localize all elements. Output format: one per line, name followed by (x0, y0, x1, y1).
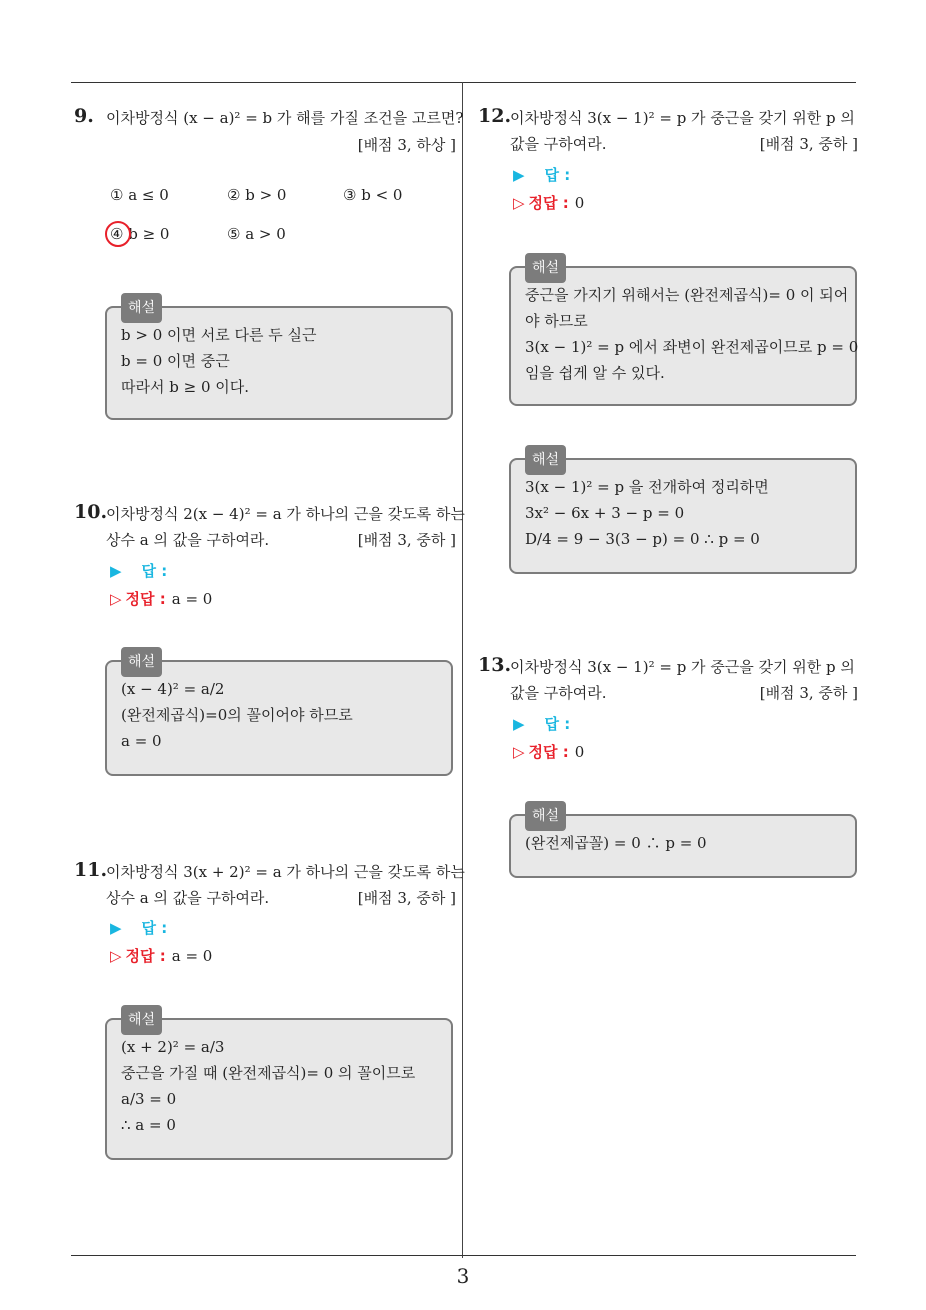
correct-label: 정답 : (125, 590, 166, 608)
explanation-tab: 해설 (525, 801, 566, 831)
correct-value: a = 0 (171, 590, 213, 608)
question-text: 상수 a 의 값을 구하여라. (106, 889, 270, 907)
explanation-line: (완전제곱꼴) = 0 ∴ p = 0 (525, 834, 707, 852)
explanation-line: (완전제곱식)=0의 꼴이어야 하므로 (121, 706, 353, 724)
explanation-box (509, 260, 859, 406)
question-number: 13. (478, 654, 512, 676)
answer-row[interactable] (110, 917, 167, 938)
question-10 (74, 501, 465, 562)
page-number: 3 (456, 1264, 470, 1288)
question-number: 10. (74, 501, 108, 523)
question-text: 값을 구하여라. (510, 135, 607, 153)
explanation-tab: 해설 (525, 253, 566, 283)
question-text: 이차방정식 3(x − 1)² = p 가 중근을 갖기 위한 p 의 (510, 109, 855, 127)
play-triangle-icon: ▶ (513, 166, 525, 184)
choice-5[interactable]: ⑤ a > 0 (227, 225, 286, 243)
correct-label: 정답 : (528, 194, 569, 212)
explanation-line: 따라서 b ≥ 0 이다. (121, 378, 250, 396)
explanation-box (105, 1012, 453, 1160)
answer-label: 답 : (544, 166, 571, 184)
correct-answer-row (110, 945, 212, 966)
choice-3[interactable]: ③ b < 0 (343, 186, 403, 204)
explanation-line: 3x² − 6x + 3 − p = 0 (525, 504, 685, 522)
question-text: 이차방정식 (x − a)² = b 가 해를 가질 조건을 고르면? (106, 109, 464, 127)
explanation-line: 3(x − 1)² = p 에서 좌변이 완전제곱이므로 p = 0 (525, 338, 859, 356)
question-meta: [배점 3, 중하 ] (759, 135, 858, 153)
answer-label: 답 : (544, 715, 571, 733)
explanation-line: a = 0 (121, 732, 162, 750)
correct-answer-row (513, 741, 584, 762)
outline-triangle-icon: ▷ (110, 590, 122, 608)
choice-2[interactable]: ② b > 0 (227, 186, 287, 204)
explanation-box (105, 300, 453, 420)
answer-row[interactable] (110, 560, 167, 581)
choice-4[interactable]: ④ b ≥ 0 (110, 225, 170, 243)
correct-label: 정답 : (125, 947, 166, 965)
choice-1[interactable]: ① a ≤ 0 (110, 186, 169, 204)
question-text: 이차방정식 3(x − 1)² = p 가 중근을 갖기 위한 p 의 (510, 658, 855, 676)
question-text: 값을 구하여라. (510, 684, 607, 702)
play-triangle-icon: ▶ (110, 562, 122, 580)
question-number: 11. (74, 859, 108, 881)
outline-triangle-icon: ▷ (110, 947, 122, 965)
explanation-tab: 해설 (121, 1005, 162, 1035)
play-triangle-icon: ▶ (110, 919, 122, 937)
explanation-line: 임을 쉽게 알 수 있다. (525, 364, 665, 382)
explanation-line: 야 하므로 (525, 312, 588, 330)
answer-row[interactable] (513, 713, 570, 734)
explanation-box (509, 808, 857, 878)
answer-label: 답 : (141, 919, 168, 937)
explanation-line: D/4 = 9 − 3(3 − p) = 0 ∴ p = 0 (525, 530, 760, 548)
top-rule (71, 82, 856, 83)
question-12 (478, 106, 858, 166)
explanation-line: (x + 2)² = a/3 (121, 1038, 225, 1056)
play-triangle-icon: ▶ (513, 715, 525, 733)
explanation-line: 중근을 가지기 위해서는 (완전제곱식)= 0 이 되어 (525, 286, 849, 304)
correct-value: 0 (574, 743, 585, 761)
answer-row[interactable] (513, 164, 570, 185)
outline-triangle-icon: ▷ (513, 194, 525, 212)
explanation-line: a/3 = 0 (121, 1090, 177, 1108)
question-13 (478, 655, 858, 715)
question-meta: [배점 3, 중하 ] (759, 684, 858, 702)
question-meta: [배점 3, 하상 ] (357, 136, 456, 154)
outline-triangle-icon: ▷ (513, 743, 525, 761)
question-number: 12. (478, 105, 512, 127)
answer-label: 답 : (141, 562, 168, 580)
explanation-box-2 (509, 452, 857, 574)
question-text: 이차방정식 3(x + 2)² = a 가 하나의 근을 갖도록 하는 (106, 863, 465, 881)
explanation-tab: 해설 (121, 647, 162, 677)
question-11 (74, 859, 465, 920)
column-divider (462, 82, 463, 1258)
correct-value: a = 0 (171, 947, 213, 965)
explanation-line: b > 0 이면 서로 다른 두 실근 (121, 326, 317, 344)
explanation-line: ∴ a = 0 (121, 1116, 176, 1134)
correct-label: 정답 : (528, 743, 569, 761)
explanation-line: (x − 4)² = a/2 (121, 680, 225, 698)
explanation-line: 3(x − 1)² = p 을 전개하여 정리하면 (525, 478, 769, 496)
question-9 (74, 105, 464, 166)
correct-answer-row (110, 588, 212, 609)
explanation-line: b = 0 이면 중근 (121, 352, 230, 370)
correct-answer-row (513, 192, 584, 213)
explanation-tab: 해설 (525, 445, 566, 475)
explanation-line: 중근을 가질 때 (완전제곱식)= 0 의 꼴이므로 (121, 1064, 416, 1082)
correct-value: 0 (574, 194, 585, 212)
question-meta: [배점 3, 중하 ] (357, 889, 456, 907)
question-text: 이차방정식 2(x − 4)² = a 가 하나의 근을 갖도록 하는 (106, 505, 465, 523)
selected-mark-icon (105, 221, 131, 247)
question-text: 상수 a 의 값을 구하여라. (106, 531, 270, 549)
question-meta: [배점 3, 중하 ] (357, 531, 456, 549)
explanation-box (105, 654, 453, 776)
explanation-tab: 해설 (121, 293, 162, 323)
bottom-rule (71, 1255, 856, 1256)
question-number: 9. (74, 105, 94, 127)
